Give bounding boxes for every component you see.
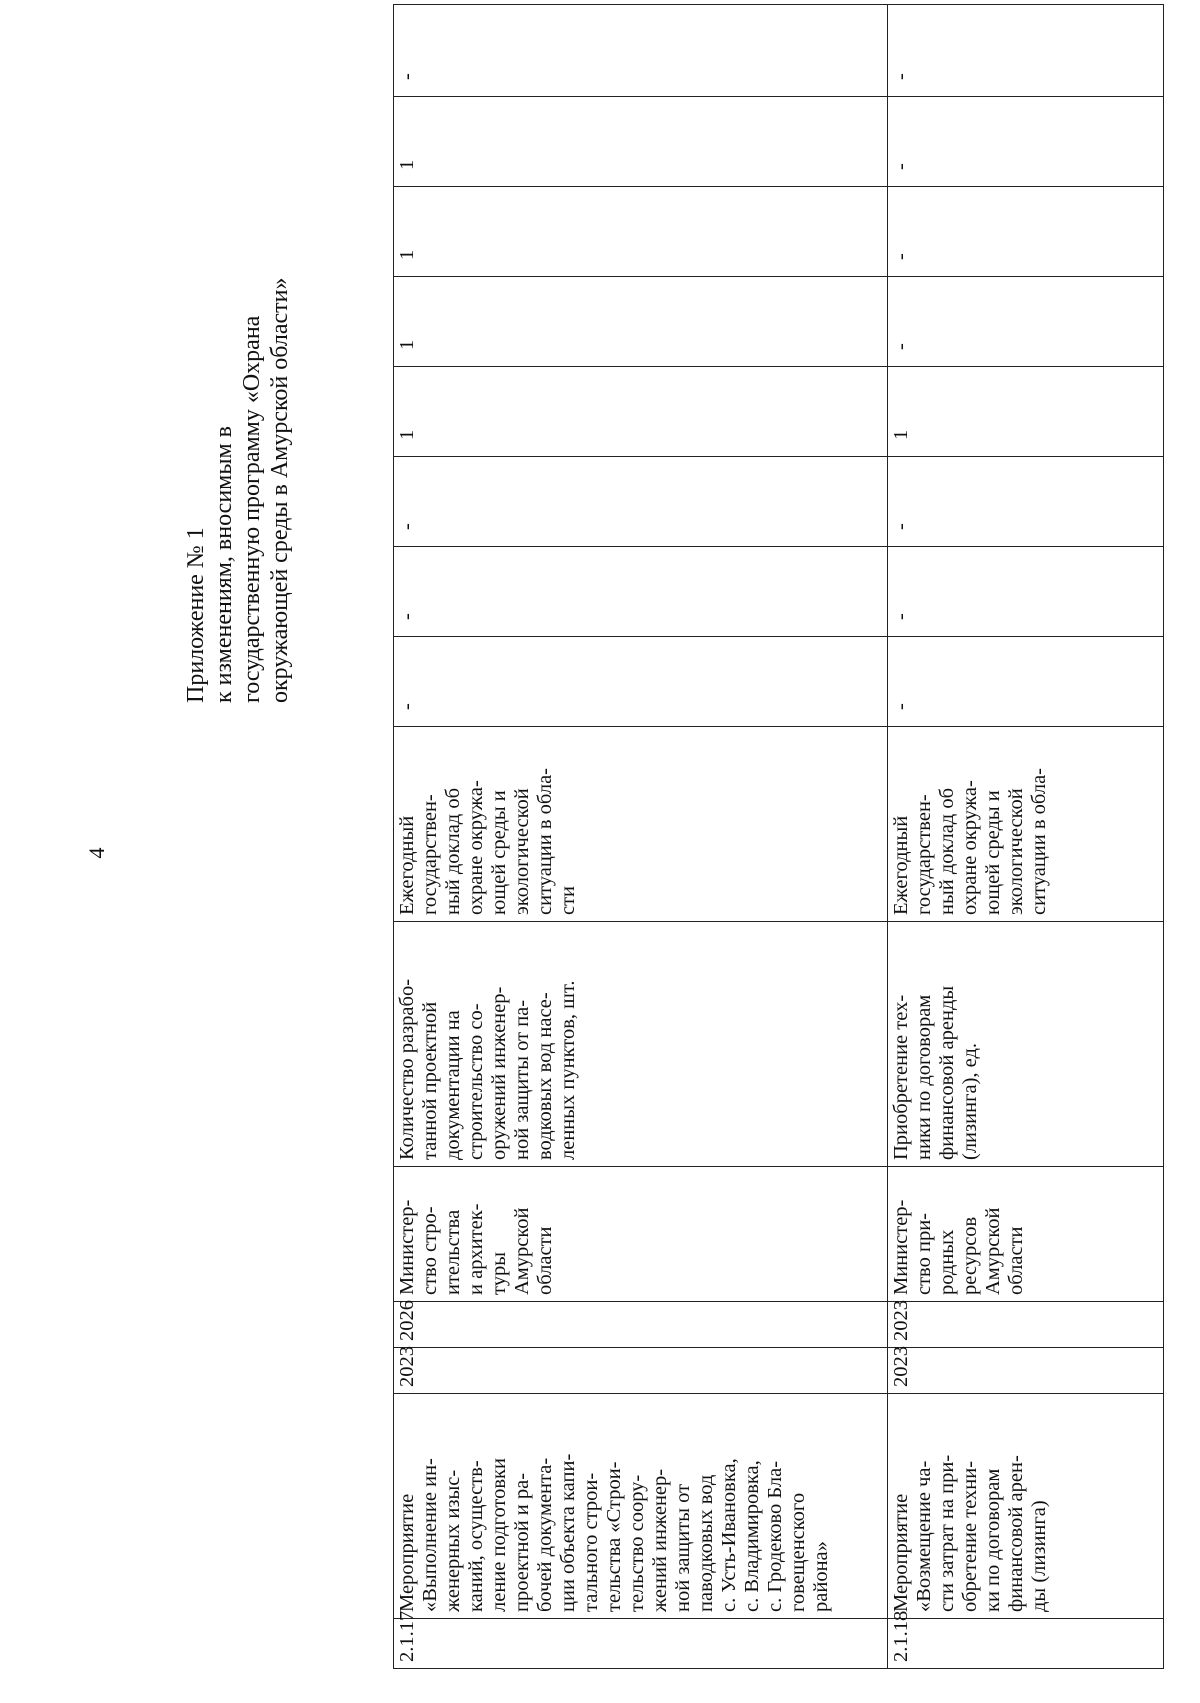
row-number: 2.1.18 [888, 1619, 1164, 1669]
year-end: 2026 [394, 1302, 888, 1348]
value-cell: - [394, 637, 888, 727]
value-cell: - [888, 97, 1164, 187]
annex-line: окружающей среды в Амурской области» [267, 277, 293, 703]
value-cell: 1 [888, 367, 1164, 457]
value-cell: - [394, 5, 888, 97]
page-number: 4 [84, 847, 109, 859]
value-cell: - [394, 547, 888, 637]
annex-title: Приложение № 1 [183, 527, 209, 703]
value-cell: - [888, 5, 1164, 97]
value-cell: - [888, 547, 1164, 637]
annex-line: к изменениям, вносимым в [211, 426, 237, 703]
year-end: 2023 [888, 1302, 1164, 1348]
indicator: Приобретение тех- ники по договорам финансовой аренды (лизинга), ед. [888, 922, 1164, 1167]
year-start: 2023 [888, 1348, 1164, 1394]
value-cell: 1 [394, 187, 888, 277]
year-start: 2023 [394, 1348, 888, 1394]
value-cell: 1 [394, 367, 888, 457]
annex-line: государственную программу «Охрана [239, 315, 265, 703]
measure-name: Мероприятие «Возмещение ча- сти затрат на при- обретение техни- ки по договорам финансовой арен- ды (лизинга) [888, 1394, 1164, 1619]
measure-name: Мероприятие «Выполнение ин- женерных изыс- каний, осуществ- ление подготовки проектной и ра- бочей документа- ции объекта капи- тального строи- тельства «Строи- тельство соору- жений инженер- ной защиты от паводковых вод с. Усть-Ивановка, с. Владимировка, с. Гродеково Бла- говещенского района» [394, 1394, 888, 1619]
value-cell: 1 [394, 277, 888, 367]
value-cell: - [888, 187, 1164, 277]
value-cell: - [888, 637, 1164, 727]
measures-table [393, 4, 1164, 1669]
data-source: Ежегодный государствен- ный доклад об охране окружа- ющей среды и экологической ситуации в обла- сти [394, 727, 888, 922]
value-cell: 1 [394, 97, 888, 187]
value-cell: - [888, 457, 1164, 547]
data-source: Ежегодный государствен- ный доклад об охране окружа- ющей среды и экологической ситуации в обла- [888, 727, 1164, 922]
table-row [394, 5, 888, 1669]
annex-header [182, 63, 294, 703]
executor: Министер- ство при- родных ресурсов Амурской области [888, 1167, 1164, 1302]
table-row [888, 5, 1164, 1669]
indicator: Количество разрабо- танной проектной документации на строительство со- оружений инженер- ной защиты от па- водковых вод насе- ленных пунктов, шт. [394, 922, 888, 1167]
value-cell: - [394, 457, 888, 547]
row-number: 2.1.17 [394, 1619, 888, 1669]
value-cell: - [888, 277, 1164, 367]
executor: Министер- ство стро- ительства и архитек- туры Амурской области [394, 1167, 888, 1302]
